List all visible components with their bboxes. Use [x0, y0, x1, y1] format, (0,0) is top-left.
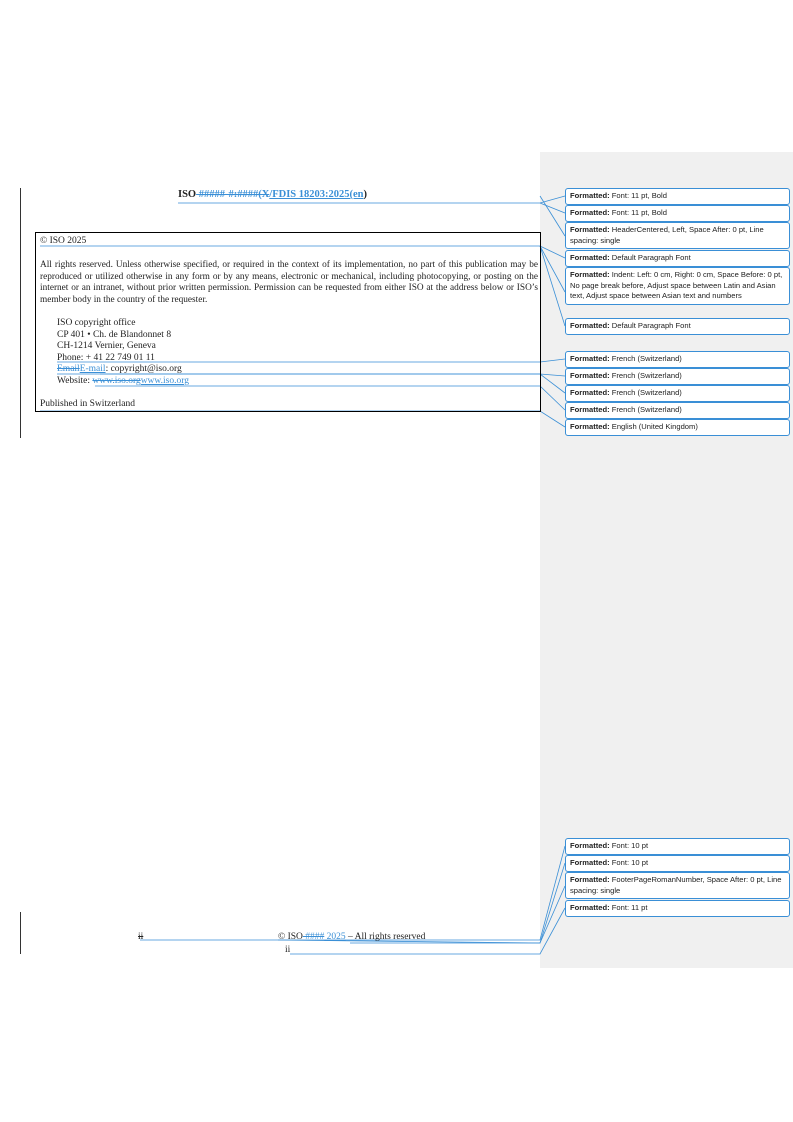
header-title [178, 189, 367, 200]
comment-balloon[interactable]: Formatted: French (Switzerland) [565, 351, 790, 368]
comment-balloon[interactable]: Formatted: French (Switzerland) [565, 385, 790, 402]
deleted-text: www.iso.org [92, 376, 141, 386]
comment-balloon[interactable]: Formatted: Font: 10 pt [565, 855, 790, 872]
comment-balloon[interactable]: Formatted: French (Switzerland) [565, 368, 790, 385]
header-close: ) [363, 189, 368, 200]
phone-line: Phone: + 41 22 749 01 11 [57, 353, 155, 363]
comment-balloon[interactable]: Formatted: Default Paragraph Font [565, 318, 790, 335]
copyright-line: © ISO 2025 [40, 236, 87, 246]
published-line: Published in Switzerland [40, 399, 135, 409]
page-number: ii [285, 945, 291, 955]
header-iso: ISO [178, 189, 197, 200]
address-line: CP 401 • Ch. de Blandonnet 8 [57, 330, 172, 340]
footer-copyright [278, 932, 425, 942]
footer-prefix: © ISO [278, 932, 303, 942]
website-link[interactable]: www.iso.org [140, 376, 189, 386]
comment-balloon[interactable]: Formatted: English (United Kingdom) [565, 419, 790, 436]
rights-paragraph: All rights reserved. Unless otherwise specified, or required in the context of its implementation, no part of this publication may be reproduced or utilized otherwise in any form or by any means, electronic or mechanical, including photocopying, or posting on the internet or an intranet, without prior written permission. Permission can be requested from either ISO at the address below or ISO’s member body in the country of the requester. [40, 260, 538, 305]
address-line: CH-1214 Vernier, Geneva [57, 341, 156, 351]
website-line [57, 376, 189, 386]
email-value[interactable]: : copyright@iso.org [105, 364, 182, 374]
deleted-text: #####-#:####(X [196, 189, 270, 200]
deleted-page-number: ii [138, 932, 144, 942]
deleted-text: #### [302, 932, 325, 942]
deleted-text: Email [57, 364, 80, 374]
comment-balloon[interactable]: Formatted: Indent: Left: 0 cm, Right: 0 cm, Space Before: 0 pt, No page break before, Adjust space between Latin and Asian text, Adjust space between Asian text and numbers [565, 267, 790, 305]
comment-balloon[interactable]: Formatted: FooterPageRomanNumber, Space After: 0 pt, Line spacing: single [565, 872, 790, 899]
website-label: Website: [57, 376, 93, 386]
comment-balloon[interactable]: Formatted: Font: 10 pt [565, 838, 790, 855]
inserted-text: /FDIS 18203:2025(en [269, 189, 364, 200]
email-line [57, 364, 182, 374]
footer-rest: – All rights reserved [345, 932, 426, 942]
comment-balloon[interactable]: Formatted: HeaderCentered, Left, Space After: 0 pt, Line spacing: single [565, 222, 790, 249]
address-line: ISO copyright office [57, 318, 136, 328]
comment-balloon[interactable]: Formatted: Font: 11 pt [565, 900, 790, 917]
comment-balloon[interactable]: Formatted: Default Paragraph Font [565, 250, 790, 267]
comment-balloon[interactable]: Formatted: French (Switzerland) [565, 402, 790, 419]
inserted-text: 2025 [324, 932, 346, 942]
comment-balloon[interactable]: Formatted: Font: 11 pt, Bold [565, 205, 790, 222]
inserted-text: E-mail [79, 364, 106, 374]
comment-balloon[interactable]: Formatted: Font: 11 pt, Bold [565, 188, 790, 205]
